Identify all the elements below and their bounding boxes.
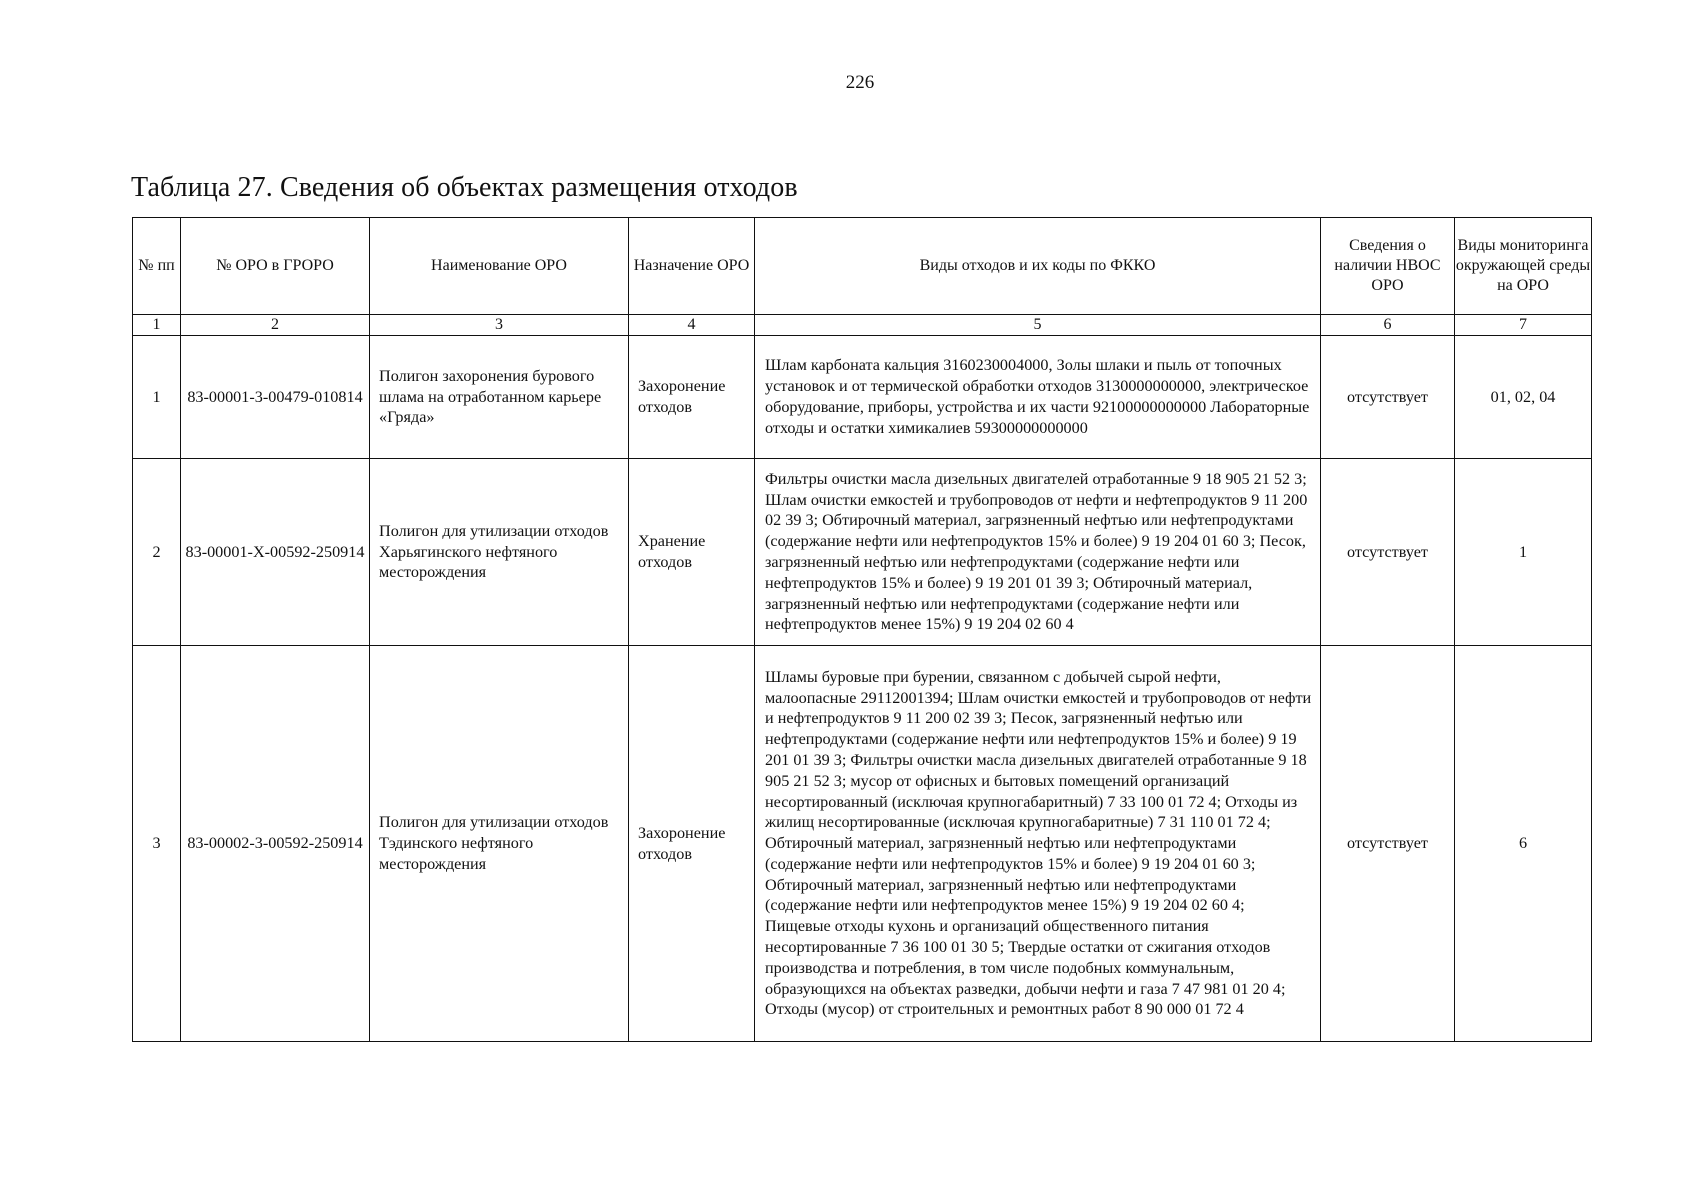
cell-number: 1 bbox=[133, 336, 181, 459]
cell-purpose: Захоронение отходов bbox=[629, 646, 755, 1042]
column-number-row bbox=[133, 315, 1592, 336]
cell-name: Полигон захоронения бурового шлама на отработанном карьере «Гряда» bbox=[370, 336, 629, 459]
column-number: 4 bbox=[629, 315, 755, 336]
cell-wastes: Шламы буровые при бурении, связанном с добычей сырой нефти, малоопасные 29112001394; Шлам очистки емкостей и трубопроводов от нефти и нефтепродуктов 9 11 200 02 39 3; Песок, загрязненный нефтью или нефтепродуктами (содержание нефти или нефтепродуктов 15% и более) 9 19 201 01 39 3; Фильтры очистки масла дизельных двигателей отработанные 9 18 905 21 52 3; мусор от офисных и бытовых помещений организаций несортированный (исключая крупногабаритный) 7 33 100 01 72 4; Отходы из жилищ несортированные (исключая крупногабаритные) 7 31 110 01 72 4; Обтирочный материал, загрязненный нефтью или нефтепродуктами (содержание нефти или нефтепродуктов 15% и более) 9 19 204 01 60 3; Обтирочный материал, загрязненный нефтью или нефтепродуктами (содержание нефти или нефтепродуктов менее 15%) 9 19 204 02 60 4; Пищевые отходы кухонь и организаций общественного питания несортированные 7 36 100 01 30 5; Твердые остатки от сжигания отходов производства и потребления, в том числе подобных коммунальным, образующихся на объектах разведки, добычи нефти и газа 7 47 981 01 20 4; Отходы (мусор) от строительных и ремонтных работ 8 90 000 01 72 4 bbox=[755, 646, 1321, 1042]
column-number: 5 bbox=[755, 315, 1321, 336]
cell-monitoring: 1 bbox=[1455, 459, 1592, 646]
cell-number: 3 bbox=[133, 646, 181, 1042]
cell-groro: 83-00001-3-00479-010814 bbox=[181, 336, 370, 459]
cell-name: Полигон для утилизации отходов Харьягинского нефтяного месторождения bbox=[370, 459, 629, 646]
column-number: 7 bbox=[1455, 315, 1592, 336]
cell-groro: 83-00001-X-00592-250914 bbox=[181, 459, 370, 646]
waste-facilities-table bbox=[132, 217, 1592, 1042]
cell-nvos: отсутствует bbox=[1321, 336, 1455, 459]
table-title: Таблица 27. Сведения об объектах размещения отходов bbox=[131, 172, 798, 203]
header-cell-name: Наименование ОРО bbox=[370, 218, 629, 315]
cell-nvos: отсутствует bbox=[1321, 459, 1455, 646]
cell-wastes: Фильтры очистки масла дизельных двигателей отработанные 9 18 905 21 52 3; Шлам очистки емкостей и трубопроводов от нефти и нефтепродуктов 9 11 200 02 39 3; Обтирочный материал, загрязненный нефтью или нефтепродуктами (содержание нефти или нефтепродуктов 15% и более) 9 19 204 01 60 3; Песок, загрязненный нефтью или нефтепродуктами (содержание нефти или нефтепродуктов 15% и более) 9 19 201 01 39 3; Обтирочный материал, загрязненный нефтью или нефтепродуктами (содержание нефти или нефтепродуктов менее 15%) 9 19 204 02 60 4 bbox=[755, 459, 1321, 646]
cell-nvos: отсутствует bbox=[1321, 646, 1455, 1042]
table-row bbox=[133, 459, 1592, 646]
cell-groro: 83-00002-3-00592-250914 bbox=[181, 646, 370, 1042]
table-row bbox=[133, 336, 1592, 459]
cell-number: 2 bbox=[133, 459, 181, 646]
cell-wastes: Шлам карбоната кальция 3160230004000, Золы шлаки и пыль от топочных установок и от термической обработки отходов 3130000000000, электрическое оборудование, приборы, устройства и их части 92100000000000 Лабораторные отходы и остатки химикалиев 59300000000000 bbox=[755, 336, 1321, 459]
header-cell-monitoring: Виды мониторинга окружающей среды на ОРО bbox=[1455, 218, 1592, 315]
cell-purpose: Захоронение отходов bbox=[629, 336, 755, 459]
column-number: 3 bbox=[370, 315, 629, 336]
cell-purpose: Хранение отходов bbox=[629, 459, 755, 646]
table-row bbox=[133, 646, 1592, 1042]
column-number: 2 bbox=[181, 315, 370, 336]
header-row bbox=[133, 218, 1592, 315]
header-cell-purpose: Назначение ОРО bbox=[629, 218, 755, 315]
column-number: 6 bbox=[1321, 315, 1455, 336]
cell-monitoring: 01, 02, 04 bbox=[1455, 336, 1592, 459]
header-cell-groro: № ОРО в ГРОРО bbox=[181, 218, 370, 315]
cell-name: Полигон для утилизации отходов Тэдинского нефтяного месторождения bbox=[370, 646, 629, 1042]
header-cell-nvos: Сведения о наличии НВОС ОРО bbox=[1321, 218, 1455, 315]
column-number: 1 bbox=[133, 315, 181, 336]
cell-monitoring: 6 bbox=[1455, 646, 1592, 1042]
page-number: 226 bbox=[845, 72, 875, 93]
header-cell-wastes: Виды отходов и их коды по ФККО bbox=[755, 218, 1321, 315]
header-cell-number: № пп bbox=[133, 218, 181, 315]
